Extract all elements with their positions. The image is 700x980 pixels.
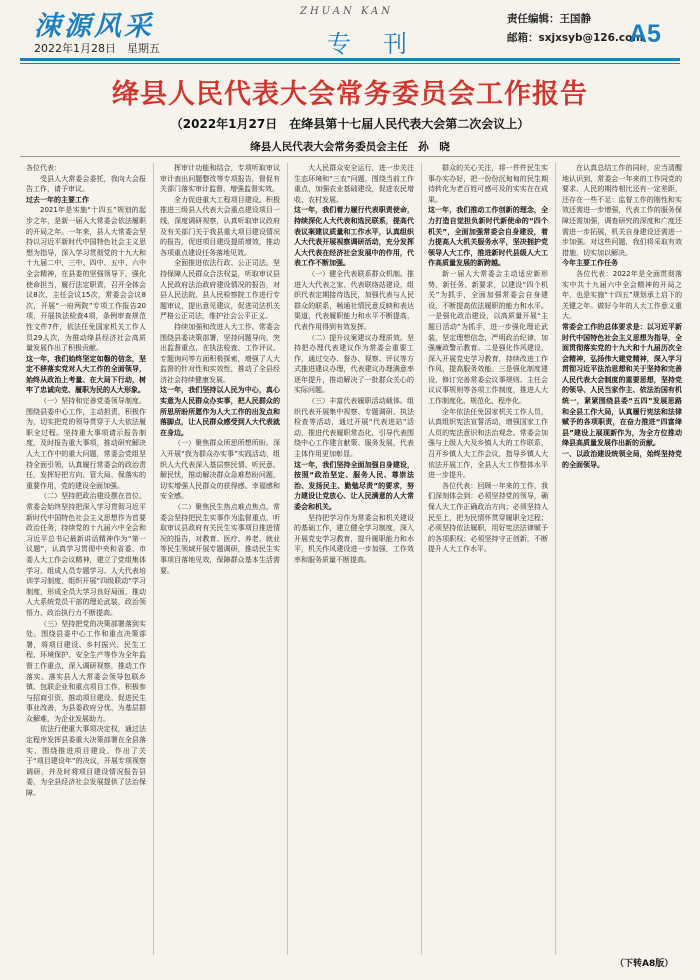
masthead-rule <box>20 58 680 61</box>
body-paragraph: （二）聚焦民生热点难点焦点。常委会坚持把民生实事作为监督重点，听取审议县政府有关民生实事项目推进情况的报告，对教育、医疗、养老、就业等民生领域开展专题调研，推动民生实事项目落地见效，保障群众基本生活需要。 <box>160 503 280 575</box>
editor-info <box>507 10 643 48</box>
body-paragraph: （三）丰富代表履职活动载体。组织代表开展集中视察、专题调研、执法检查等活动，通过开展“代表进站”活动，推进代表履职常态化，引导代表围绕中心工作建言献策、服务发展，代表主体作用更加彰显。 <box>294 397 414 459</box>
column-divider <box>153 163 154 955</box>
column-divider <box>287 163 288 955</box>
body-paragraph: 受县人大常委会委托，我向大会报告工作，请予审议。 <box>26 174 146 194</box>
body-paragraph: 持续加强和改进人大工作。常委会围绕县委决策部署，坚持问题导向，突出监督重点，在执法检查、工作评议、专题询问等方面积极探索，增强了人大监督的针对性和实效性，推动了全县经济社会持续健康发展。 <box>160 322 280 384</box>
newspaper-brand-title: 涑源风采 <box>34 11 154 42</box>
section-name: 专 刊 <box>327 30 411 58</box>
text-column-5 <box>562 163 682 955</box>
body-paragraph: 2021年是实施“十四五”规划的起步之年，是新一届人大常委会依法履职的开局之年。一年来，县人大常委会坚持以习近平新时代中国特色社会主义思想为指导，深入学习贯彻党的十九大和十九届二中、三中、四中、五中、六中全会精神，在县委的坚强领导下，强化使命担当，履行法定职责，召开全体会议8次、主任会议15次，常委会会议8次，开展“一府两院”专项工作报告20项，开展执法检查4项，条例审查规范性文件7件，依法任免国家机关工作人员29人次，为推动绛县经济社会高质量发展作出了积极贡献。 <box>26 206 146 353</box>
masthead <box>0 0 700 62</box>
body-paragraph: 全力促进重大工程项目建设。积极推进三级县人代表大会重点建设项目一线，深度调研视察，认真听取审议政府及有关部门关于我县重大项目建设情况的报告，促进项目建设提质增效，推动各项重点建设任务落地见效。 <box>160 195 280 257</box>
byline-divider <box>20 156 680 157</box>
body-paragraph: 依法行使重大事项决定权，通过法定程序发挥县委重大决策部署在全县落实，围绕推进项目建设，作出了关于“项目建设年”的决议，开展专项视察调研，并及时将项目建设情况报告县委，为全县经济社会发展提供了法治保障。 <box>26 725 146 798</box>
continued-note: （下转A8版） <box>615 959 674 969</box>
page-number: A5 <box>629 20 661 48</box>
body-paragraph: 大人民群众安全运行，进一步关注生态环境和“三农”问题，围绕当前工作重点，加强农业基础建设，促进农民增收、农村发展。 <box>294 164 414 204</box>
body-paragraph: 各位代表：回顾一年来的工作，我们深刻体会到：必须坚持党的领导，确保人大工作正确政治方向；必须坚持人民至上，把为民情怀贯穿履职全过程；必须坚持依法履职，用好宪法法律赋予的各项职权；必须坚持守正创新，不断提升人大工作水平。 <box>428 481 548 554</box>
text-column-2 <box>160 163 280 955</box>
body-paragraph: （一）坚持和完善党委领导制度。围绕县委中心工作，主动担责，积极作为，切实把党的领导贯穿于人大依法履职全过程。坚持重大事项请示报告制度，及时报告重大事项，推动研究解决人大工作中的重大问题，常委会党组坚持全面引领，认真履行常委会的政治责任，发挥好把方向、管大局、保落实的重要作用，党的建设全面加强。 <box>26 397 146 490</box>
bold-paragraph: 过去一年的主要工作 <box>26 195 89 204</box>
column-divider <box>421 163 422 955</box>
body-paragraph: 坚持把学习作为常委会和机关建设的基础工作，建立健全学习制度，深入开展党史学习教育，提升履职能力和水平，机关作风建设进一步加强，工作效率和服务质量不断提高。 <box>294 513 414 564</box>
body-paragraph: 群众的关心关注，将一件件民生实事办实办好，把一份份沉甸甸的民生期待转化为老百姓可感可及的实实在在成果。 <box>428 164 548 204</box>
bold-paragraph: 常委会工作的总体要求是：以习近平新时代中国特色社会主义思想为指导，全面贯彻落实党的十九大和十九届历次全会精神，弘扬伟大建党精神，深入学习贯彻习近平法治思想和关于坚持和完善人民代表大会制度的重要思想，坚持党的领导、人民当家作主、依法治国有机统一，紧紧围绕县委“五四”发展思路和全县工作大局，认真履行宪法和法律赋予的各项职责，在奋力推进“四富绛县”建设上展现新作为，为全方位推动绛县高质量发展作出新的贡献。 <box>562 322 682 448</box>
bold-paragraph: 这一年，我们坚持全面加强自身建设，按照“政治坚定、服务人民、尊崇法治、发扬民主、勤勉尽责”的要求，努力建设让党放心、让人民满意的人大常委会和机关。 <box>294 460 414 511</box>
body-paragraph: 挥审计功能和结合，专项听取审议审计查出问题整改等专项报告，督促有关部门落实审计监督，增强监督实效。 <box>160 164 280 194</box>
bold-paragraph: 这一年，我们着力履行代表职责使命，持续深化人大代表和选民联系，提高代表议案建议质量和工作水平，认真组织人大代表开展视察调研活动，充分发挥人大代表在经济社会发展中的作用，代表工作不断加强。 <box>294 206 414 268</box>
bold-paragraph: 这一年，我们坚持以人民为中心，真心实意为人民群众办实事，把人民群众的所思所盼所愿作为人大工作的出发点和落脚点，让人民群众感受到人大代表就在身边。 <box>160 386 280 437</box>
masthead-rule-thin <box>20 63 680 64</box>
body-paragraph: 各位代表： <box>26 164 61 172</box>
body-paragraph: 全年依法任免国家机关工作人员，认真组织宪法宣誓活动，增强国家工作人员的宪法意识和法治观念。常委会加强与上级人大及乡镇人大的工作联系，召开乡镇人大工作会议，指导乡镇人大依法开展工作，全县人大工作整体水平进一步提升。 <box>428 407 548 480</box>
body-paragraph: （一）健全代表联系群众机制。推进人大代表之家、代表联络站建设，组织代表定期接待选民，加强代表与人民群众的联系，畅通社情民意反映和表达渠道，代表履职能力和水平不断提高，代表作用得到有效发挥。 <box>294 269 414 331</box>
bold-paragraph: 今年主要工作任务 <box>562 259 618 268</box>
text-column-3 <box>294 163 414 955</box>
bold-paragraph: 这一年，我们始终坚定如磐的信念，坚定不移落实党对人大工作的全面领导，始终从政治上考量、在大局下行动，树牢了忠诚向党、履职为民的人大形象。 <box>26 354 146 395</box>
article-byline: 绛县人民代表大会常务委员会主任 孙 晓 <box>250 141 450 153</box>
body-paragraph: （一）聚焦群众所思所想所盼。深入开展“我为群众办实事”实践活动，组织人大代表深入基层察民情、听民意、解民忧，推动解决群众急难愁盼问题，切实增强人民群众的获得感、幸福感和安全感。 <box>160 439 280 501</box>
text-column-4 <box>428 163 548 955</box>
body-paragraph: （二）提升议案建议办理质效。坚持把办理代表建议作为常委会重要工作，通过交办、督办、视察、评议等方式推进建议办理，代表建议办理满意率逐年提升，推动解决了一批群众关心的实际问题。 <box>294 333 414 395</box>
body-paragraph: 新一届人大常委会主动适应新形势、新任务、新要求，以建设“四个机关”为抓手，全面加强常委会自身建设，不断提高依法履职的能力和水平。一是强化政治建设，以高质量开展“主题日活动”为抓手，进一步强化理论武装，坚定理想信念，严明政治纪律，加强廉政警示教育。二是强化作风建设，深入开展党史学习教育，持续改进工作作风，提高服务效能。三是强化制度建设，修订完善常委会议事规则、主任会议议事规则等各项工作制度，推进人大工作制度化、规范化、程序化。 <box>428 269 548 406</box>
body-paragraph: （二）坚持把政治建设摆在首位。常委会始终坚持把深入学习贯彻习近平新时代中国特色社会主义思想作为首要政治任务，持续党的十九届六中全会和习近平总书记最新讲话精神作为“第一议题”，认真学习贯彻中央和省委、市委人大工作会议精神，建立了党组集体学习、组成人员专题学习、人大代表培训学习制度，组织开展“四级联动”学习制度，形成全员大学习良好局面，推动人大系统党员干部的理论武装，政治领悟力、政治执行力不断提高。 <box>26 492 146 617</box>
body-paragraph: 各位代表：2022年是全面贯彻落实中共十九届六中全会精神的开局之年，也是实施“十四五”规划承上启下的关键之年。做好今年的人大工作意义重大。 <box>562 269 682 321</box>
bold-paragraph: 这一年，我们推动工作创新的理念，全力打造自觉担负新时代新使命的“四个机关”，全面加强常委会自身建设，着力提高人大机关服务水平，坚决拥护党领导人大工作，推进新时代县级人大工作高质量发展的新跨越。 <box>428 206 548 268</box>
text-column-1 <box>26 163 146 955</box>
body-paragraph: 全面推进依法行政、公正司法。坚持保障人民群众合法权益，听取审议县人民政府法治政府建设情况的报告，对县人民法院、县人民检察院工作进行专题审议，提出意见建议，促进司法机关严格公正司法，维护社会公平正义。 <box>160 259 280 321</box>
editor-name: 责任编辑：王国静 <box>507 13 591 25</box>
issue-date: 2022年1月28日 星期五 <box>34 42 160 55</box>
article-body <box>26 163 680 955</box>
body-paragraph: 在认真总结工作的同时，应当清醒地认识到，常委会一年来的工作同党的要求、人民的期待相比还有一定差距，还存在一些不足：监督工作的刚性和实效还需进一步增强，代表工作的服务保障还需加强，调查研究的深度和广度还需进一步拓展，机关自身建设还需进一步加强。对这些问题，我们将采取有效措施，切实加以解决。 <box>562 164 682 257</box>
article-headline: 绛县人民代表大会常务委员会工作报告 <box>112 79 588 110</box>
bold-paragraph: 一、以政治建设统领全局，始终坚持党的全面领导。 <box>562 450 682 469</box>
article-subtitle: （2022年1月27日 在绛县第十七届人民代表大会第二次会议上） <box>170 117 530 131</box>
section-roman-label: ZHUAN KAN <box>300 6 393 17</box>
editor-email: 邮箱：sxjxsyb@126.com <box>507 32 644 44</box>
column-divider <box>555 163 556 955</box>
body-paragraph: （三）坚持把党的决策部署落到实处。围绕县委中心工作和重点决策部署，将项目建设、乡村振兴、民生工程、环境保护、安全生产等作为全年监督工作重点，深入调研视察，推动工作落实。落实县人大常委会领导包联乡镇、包联企业和重点项目工作，积极参与招商引资，推动项目建设、促进民生事业改善，为县委政府分忧、为基层群众解难，为企业发展助力。 <box>26 619 146 723</box>
